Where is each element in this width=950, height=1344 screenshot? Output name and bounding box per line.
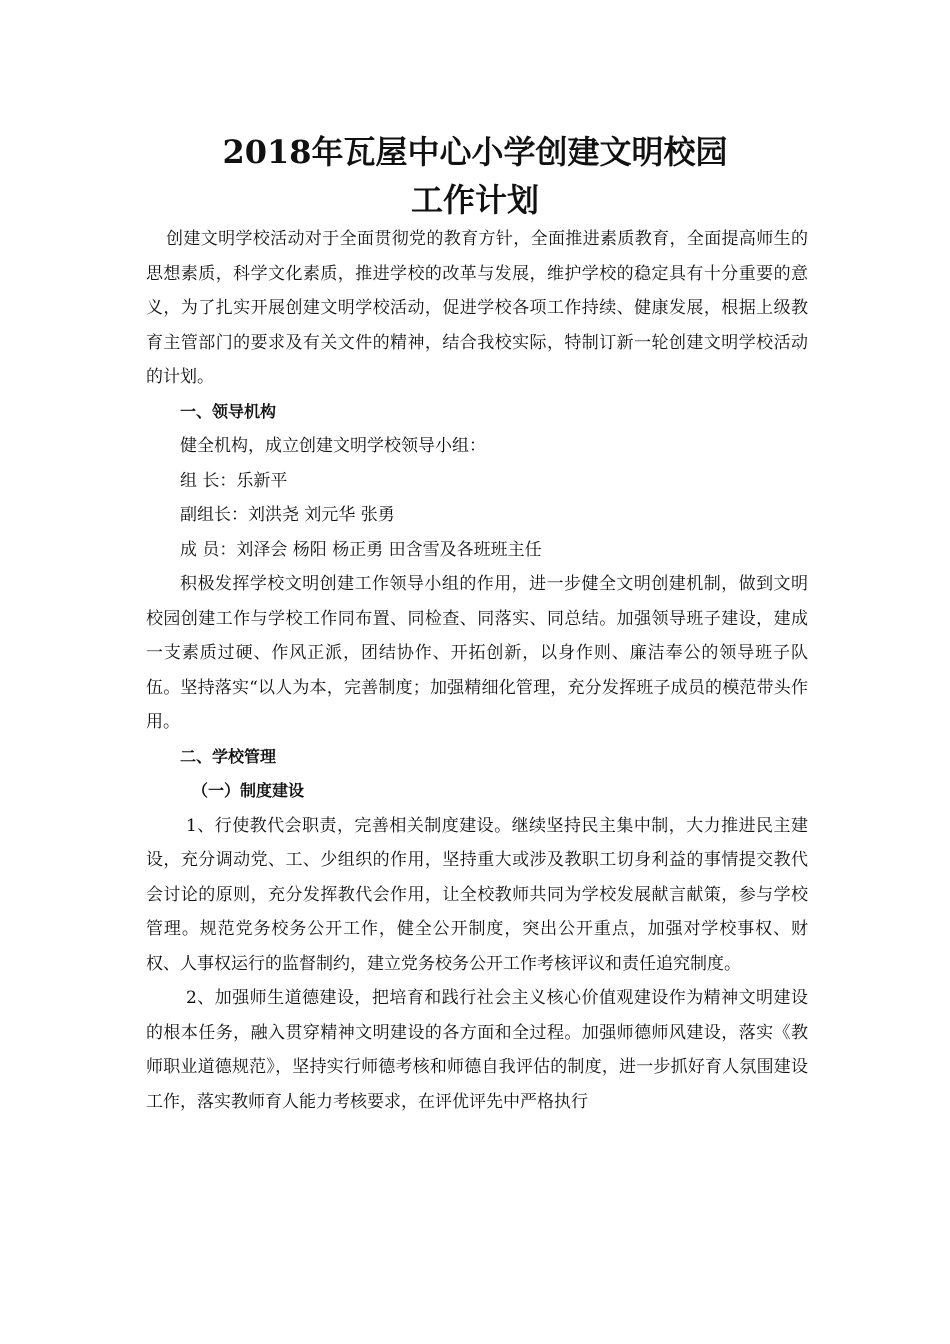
members-line: 成 员：刘泽会 杨阳 杨正勇 田含雪及各班班主任 (180, 539, 542, 560)
document-body (146, 222, 808, 1119)
document-title-line1: 2018年瓦屋中心小学创建文明校园 (222, 133, 728, 171)
intro-paragraph: 创建文明学校活动对于全面贯彻党的教育方针，全面推进素质教育，全面提高师生的思想素质，科学文化素质，推进学校的改革与发展，维护学校的稳定具有十分重要的意义，为了扎实开展创建文明学校活动，促进学校各项工作持续、健康发展，根据上级教育主管部门的要求及有关文件的精神，结合我校实际，特制订新一轮创建文明学校活动的计划。 (146, 229, 808, 387)
deputies-line: 副组长：刘洪尧 刘元华 张勇 (180, 505, 395, 525)
section2-heading: 二、学校管理 (180, 746, 277, 766)
item-2-paragraph: 2、加强师生道德建设，把培育和践行社会主义核心价值观建设作为精神文明建设的根本任务，融入贯穿精神文明建设的各方面和全过程。加强师德师风建设，落实《教师职业道德规范》，坚持实行师德考核和师德自我评估的制度，进一步抓好育人氛围建设工作，落实教师育人能力考核要求，在评优评先中严格执行 (146, 988, 808, 1112)
item-1-paragraph: 1、行使教代会职责，完善相关制度建设。继续坚持民主集中制，大力推进民主建设，充分调动党、工、少组织的作用，坚持重大或涉及教职工切身利益的事情提交教代会讨论的原则，充分发挥教代会作用，让全校教师共同为学校发展献言献策，参与学校管理。规范党务校务公开工作，健全公开制度，突出公开重点，加强对学校事权、财权、人事权运行的监督制约，建立党务校务公开工作考核评议和责任追究制度。 (146, 815, 808, 974)
section1-heading: 一、领导机构 (180, 401, 277, 421)
section1-body: 积极发挥学校文明创建工作领导小组的作用，进一步健全文明创建机制，做到文明校园创建工作与学校工作同布置、同检查、同落实、同总结。加强领导班子建设，建成一支素质过硬、作风正派，团结协作、开拓创新，以身作则、廉洁奉公的领导班子队伍。坚持落实“以人为本，完善制度；加强精细化管理，充分发挥班子成员的模范带头作用。 (146, 574, 808, 732)
leader-line: 组 长：乐新平 (180, 470, 288, 491)
document-title-line2: 工作计划 (410, 181, 539, 219)
section1-intro: 健全机构，成立创建文明学校领导小组： (180, 436, 486, 456)
section2-subheading: （一）制度建设 (192, 781, 305, 800)
